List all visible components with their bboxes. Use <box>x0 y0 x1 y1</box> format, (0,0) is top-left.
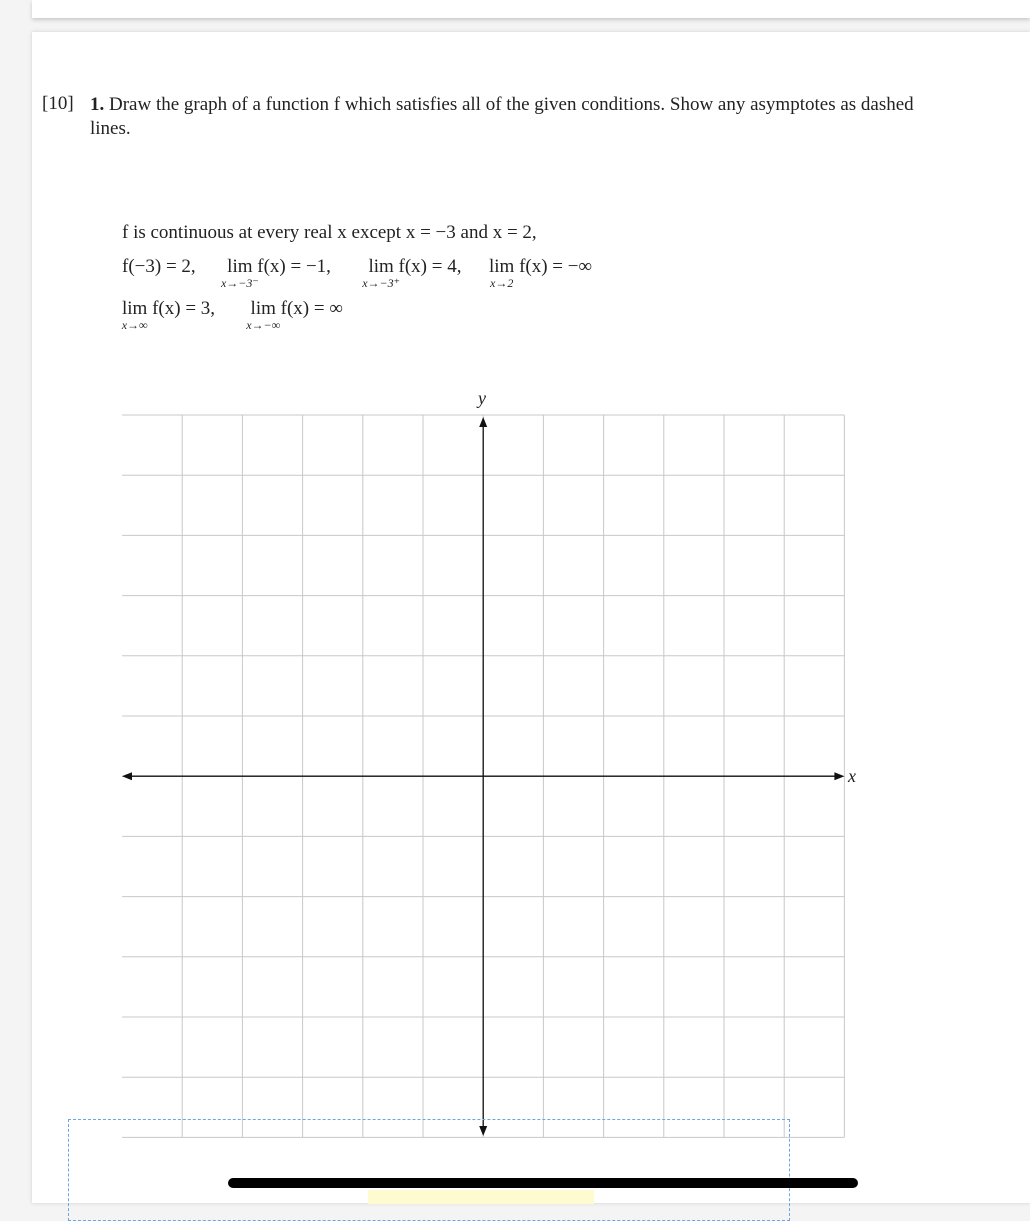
axes <box>122 417 844 1136</box>
lim-subscript: x→∞ <box>121 318 148 332</box>
lim-word: lim <box>488 256 515 277</box>
lim-word: lim <box>122 298 148 319</box>
lim-word: lim <box>250 298 276 319</box>
lim-subscript: x→−3⁻ <box>220 276 259 290</box>
lim-subscript: x→−3⁺ <box>362 276 400 290</box>
limit-expression: f(x) = −∞ <box>519 256 593 277</box>
limit-expression: f(x) = 4, <box>398 256 462 277</box>
lim-word: lim <box>227 256 253 277</box>
limit-expression: f(x) = ∞ <box>280 298 343 319</box>
scroll-indicator[interactable] <box>228 1178 858 1188</box>
y-axis-up-arrow <box>479 417 487 427</box>
limit-expression: f(x) = 3, <box>152 298 216 319</box>
x-axis-label: x <box>848 766 856 786</box>
question-number: 1. <box>90 94 105 115</box>
x-axis-right-arrow <box>834 772 844 780</box>
lim-subscript: x→−∞ <box>246 318 281 332</box>
lim-word: lim <box>368 256 394 277</box>
text-highlight <box>368 1190 594 1204</box>
condition-continuity: f is continuous at every real x except x = −3 and x = 2, <box>122 222 537 243</box>
question-body: Draw the graph of a function f which satisfies all of the given conditions. Show any asymptotes as dashed lines. <box>90 94 914 139</box>
answer-input-region[interactable] <box>68 1119 790 1221</box>
marks-label: [10] <box>42 93 74 114</box>
limit-expression: f(x) = −1, <box>257 256 331 277</box>
x-axis-left-arrow <box>122 772 132 780</box>
y-axis-label: y <box>478 388 486 408</box>
condition-f-value: f(−3) = 2, <box>122 256 196 277</box>
lim-subscript: x→2 <box>489 276 514 290</box>
